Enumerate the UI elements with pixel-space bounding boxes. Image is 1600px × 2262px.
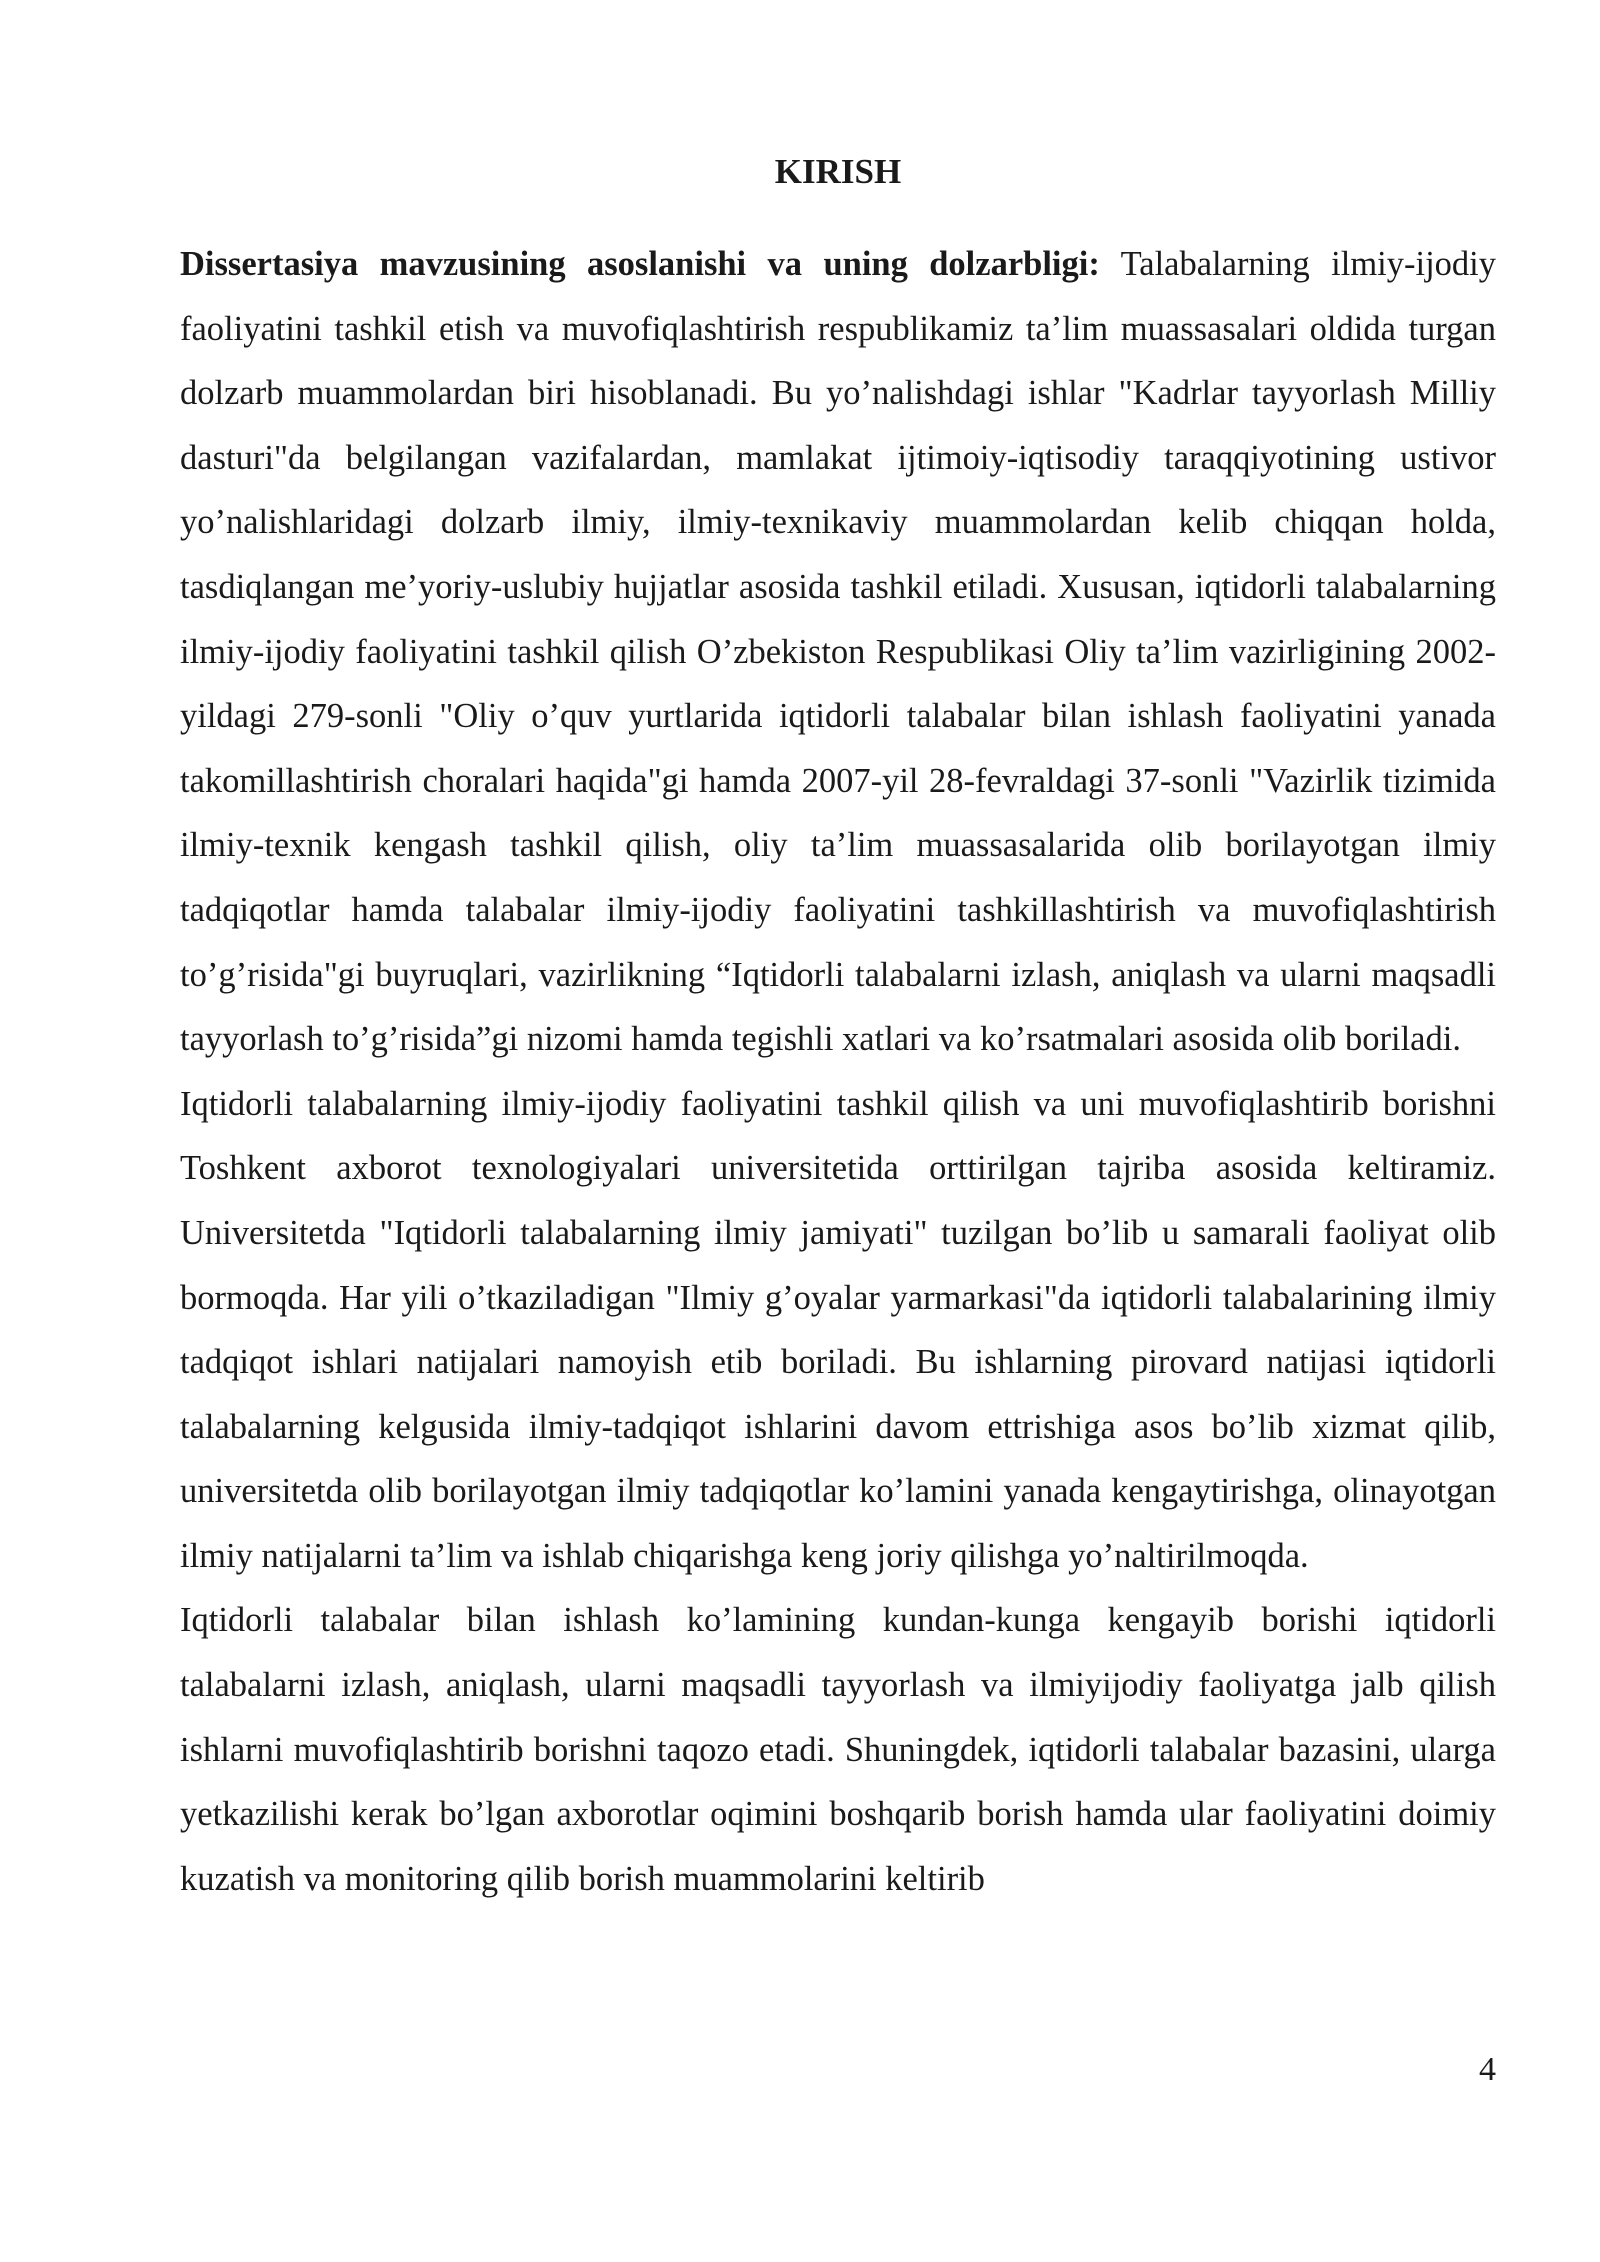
paragraph-2: Iqtidorli talabalarning ilmiy-ijodiy faoliyatini tashkil qilish va uni muvofiqlashtirib borishni Toshkent axborot texnologiyalari universitetida orttirilgan tajriba asosida keltiramiz. Universitetda "Iqtidorli talabalarning ilmiy jamiyati" tuzilgan bo’lib u samarali faoliyat olib bormoqda. Har yili o’tkaziladigan "Ilmiy g’oyalar yarmarkasi"da iqtidorli talabalarining ilmiy tadqiqot ishlari natijalari namoyish etib boriladi. Bu ishlarning pirovard natijasi iqtidorli talabalarning kelgusida ilmiy-tadqiqot ishlarini davom ettrishiga asos bo’lib xizmat qilib, universitetda olib borilayotgan ilmiy tadqiqotlar ko’lamini yanada kengaytirishga, olinayotgan ilmiy natijalarni ta’lim va ishlab chiqarishga keng joriy qilishga yo’naltirilmoqda.: [180, 1084, 1496, 1575]
paragraph-text: Talabalarning ilmiy-ijodiy faoliyatini tashkil etish va muvofiqlashtirish respublikamiz ta’lim muassasalari oldida turgan dolzarb muammolardan biri hisoblanadi. Bu yo’nalishdagi ishlar "Kadrlar tayyorlash Milliy dasturi"da belgilangan vazifalardan, mamlakat ijtimoiy-iqtisodiy taraqqiyotining ustivor yo’nalishlaridagi dolzarb ilmiy, ilmiy-texnikaviy muammolardan kelib chiqqan holda, tasdiqlangan me’yoriy-uslubiy hujjatlar asosida tashkil etiladi. Xususan, iqtidorli talabalarning ilmiy-ijodiy faoliyatini tashkil qilish O’zbekiston Respublikasi Oliy ta’lim vazirligining 2002-yildagi 279-sonli "Oliy o’quv yurtlarida iqtidorli talabalar bilan ishlash faoliyatini yanada takomillashtirish choralari haqida"gi hamda 2007-yil 28-fevraldagi 37-sonli "Vazirlik tizimida ilmiy-texnik kengash tashkil qilish, oliy ta’lim muassasalarida olib borilayotgan ilmiy tadqiqotlar hamda talabalar ilmiy-ijodiy faoliyatini tashkillashtirish va muvofiqlashtirish to’g’risida"gi buyruqlari, vazirlikning “Iqtidorli talabalarni izlash, aniqlash va ularni maqsadli tayyorlash to’g’risida”gi nizomi hamda tegishli xatlari va ko’rsatmalari asosida olib boriladi.: [180, 245, 1496, 1059]
document-body: [180, 232, 1496, 1911]
page-number: 4: [1479, 2051, 1496, 2088]
page-heading: KIRISH: [774, 152, 902, 191]
document-page: [180, 0, 1496, 2262]
paragraph-1: [180, 232, 1496, 1072]
paragraph-3: Iqtidorli talabalar bilan ishlash ko’lamining kundan-kunga kengayib borishi iqtidorli talabalarni izlash, aniqlash, ularni maqsadli tayyorlash va ilmiyijodiy faoliyatga jalb qilish ishlarni muvofiqlashtirib borishni taqozo etadi. Shuningdek, iqtidorli talabalar bazasini, ularga yetkazilishi kerak bo’lgan axborotlar oqimini boshqarib borish hamda ular faoliyatini doimiy kuzatish va monitoring qilib borish muammolarini keltirib: [180, 1601, 1496, 1898]
paragraph-lead: Dissertasiya mavzusining asoslanishi va uning dolzarbligi:: [180, 245, 1100, 283]
